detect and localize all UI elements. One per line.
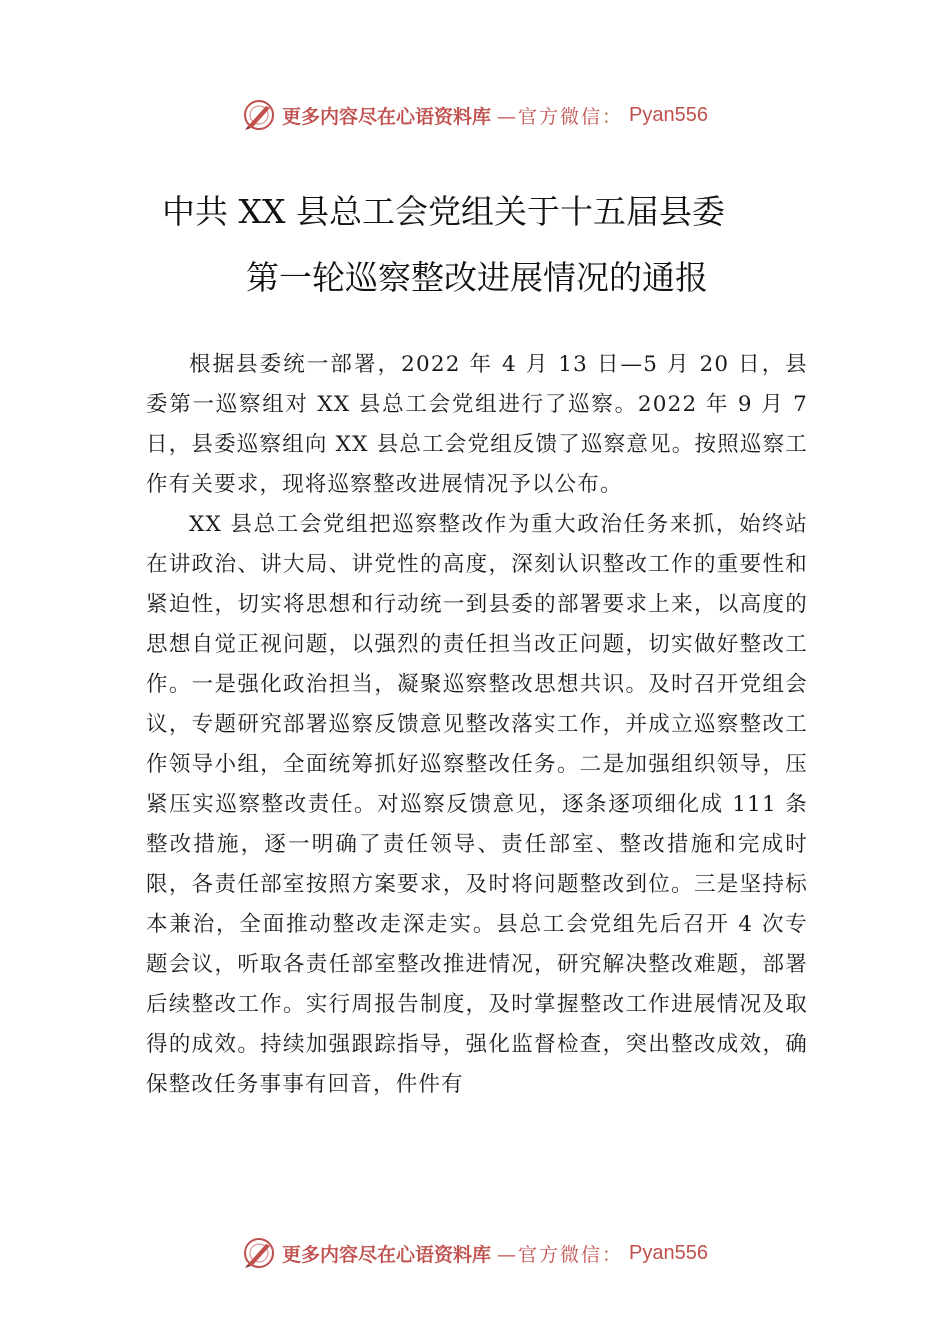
wechat-id: Pyan556 [629,1241,708,1264]
pen-logo-icon [242,98,276,132]
footer-watermark-banner [0,1233,950,1273]
header-watermark-banner [0,95,950,135]
document-title-line-1: 中共 XX 县总工会党组关于十五届县委 [162,192,725,231]
official-label: —官方微信： [497,105,624,128]
paragraph: 根据县委统一部署，2022 年 4 月 13 日—5 月 20 日，县委第一巡察组对 XX 县总工会党组进行了巡察。2022 年 9 月 7 日，县委巡察组向 XX 县总工会党组反馈了巡察意见。按照巡察工作有关要求，现将巡察整改进展情况予以公布。 [146,352,808,497]
official-label: —官方微信： [497,1243,624,1266]
document-body [146,345,808,1105]
library-name: 更多内容尽在心语资料库 [282,1243,492,1266]
wechat-id: Pyan556 [629,103,708,126]
pen-logo-icon [242,1236,276,1270]
library-name: 更多内容尽在心语资料库 [282,105,492,128]
paragraph: XX 县总工会党组把巡察整改作为重大政治任务来抓，始终站在讲政治、讲大局、讲党性的高度，深刻认识整改工作的重要性和紧迫性，切实将思想和行动统一到县委的部署要求上来，以高度的思想自觉正视问题，以强烈的责任担当改正问题，切实做好整改工作。一是强化政治担当，凝聚巡察整改思想共识。及时召开党组会议，专题研究部署巡察反馈意见整改落实工作，并成立巡察整改工作领导小组，全面统筹抓好巡察整改任务。二是加强组织领导，压紧压实巡察整改责任。对巡察反馈意见，逐条逐项细化成 111 条整改措施，逐一明确了责任领导、责任部室、整改措施和完成时限，各责任部室按照方案要求，及时将问题整改到位。三是坚持标本兼治，全面推动整改走深走实。县总工会党组先后召开 4 次专题会议，听取各责任部室整改推进情况，研究解决整改难题，部署后续整改工作。实行周报告制度，及时掌握整改工作进展情况及取得的成效。持续加强跟踪指导，强化监督检查，突出整改成效，确保整改任务事事有回音，件件有 [146,512,808,1097]
document-title-line-2: 第一轮巡察整改进展情况的通报 [246,258,708,297]
